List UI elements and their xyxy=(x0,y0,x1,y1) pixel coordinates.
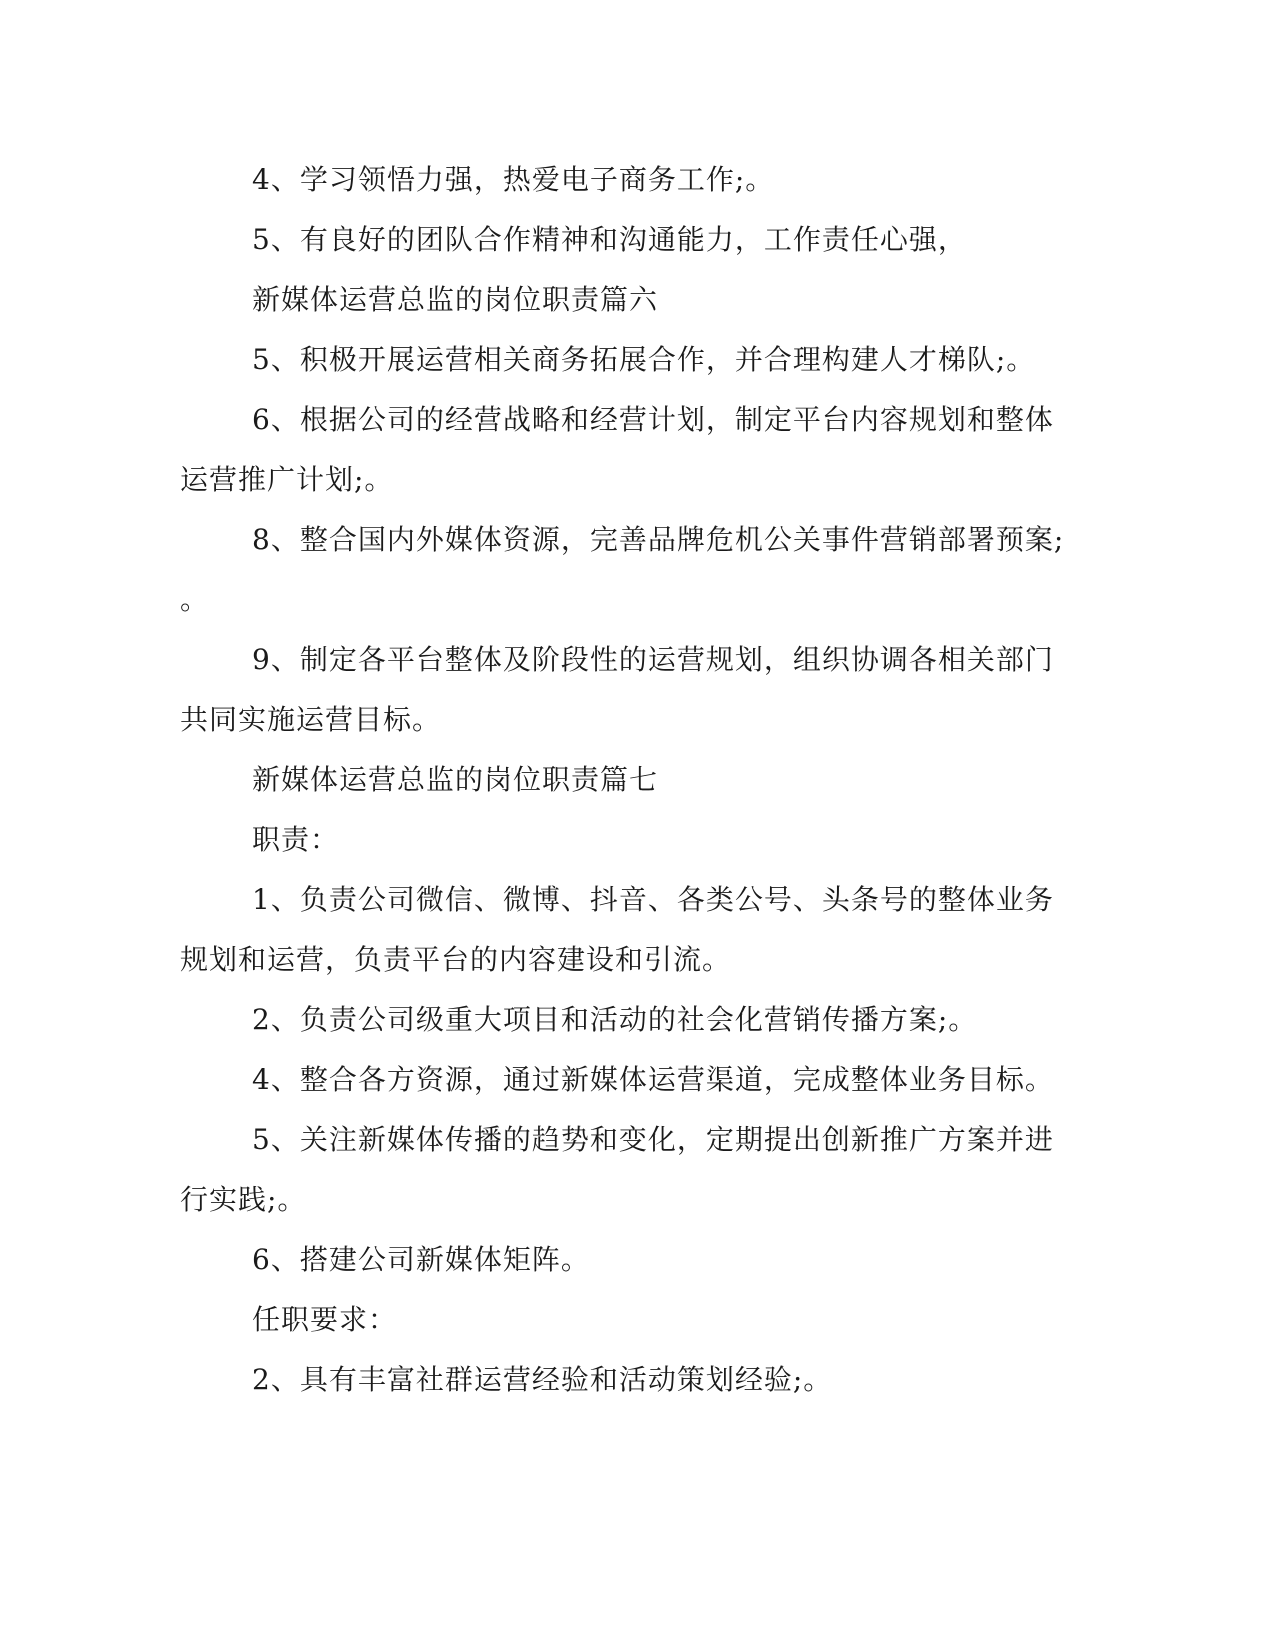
subsection-label: 任职要求： xyxy=(252,1303,398,1336)
list-item: 4、学习领悟力强，热爱电子商务工作;。 xyxy=(252,163,775,196)
list-item-continuation: 行实践;。 xyxy=(180,1183,307,1216)
list-item-continuation: 。 xyxy=(180,583,210,616)
section-heading: 新媒体运营总监的岗位职责篇六 xyxy=(252,283,659,316)
list-item-continuation: 运营推广计划;。 xyxy=(180,463,394,496)
list-item: 8、整合国内外媒体资源，完善品牌危机公关事件营销部署预案; xyxy=(252,523,1065,556)
list-item: 6、根据公司的经营战略和经营计划，制定平台内容规划和整体 xyxy=(252,403,1054,436)
document-body xyxy=(180,150,1065,1410)
list-item-continuation: 共同实施运营目标。 xyxy=(180,703,442,736)
list-item: 2、具有丰富社群运营经验和活动策划经验;。 xyxy=(252,1363,833,1396)
subsection-label: 职责： xyxy=(252,823,340,856)
section-heading: 新媒体运营总监的岗位职责篇七 xyxy=(252,763,659,796)
list-item: 9、制定各平台整体及阶段性的运营规划，组织协调各相关部门 xyxy=(252,643,1054,676)
list-item-continuation: 规划和运营，负责平台的内容建设和引流。 xyxy=(180,943,732,976)
list-item: 5、积极开展运营相关商务拓展合作，并合理构建人才梯队;。 xyxy=(252,343,1036,376)
list-item: 6、搭建公司新媒体矩阵。 xyxy=(252,1243,590,1276)
list-item: 4、整合各方资源，通过新媒体运营渠道，完成整体业务目标。 xyxy=(252,1063,1054,1096)
list-item: 2、负责公司级重大项目和活动的社会化营销传播方案;。 xyxy=(252,1003,978,1036)
list-item: 5、有良好的团队合作精神和沟通能力，工作责任心强， xyxy=(252,223,967,256)
list-item: 5、关注新媒体传播的趋势和变化，定期提出创新推广方案并进 xyxy=(252,1123,1054,1156)
list-item: 1、负责公司微信、微博、抖音、各类公号、头条号的整体业务 xyxy=(252,883,1054,916)
